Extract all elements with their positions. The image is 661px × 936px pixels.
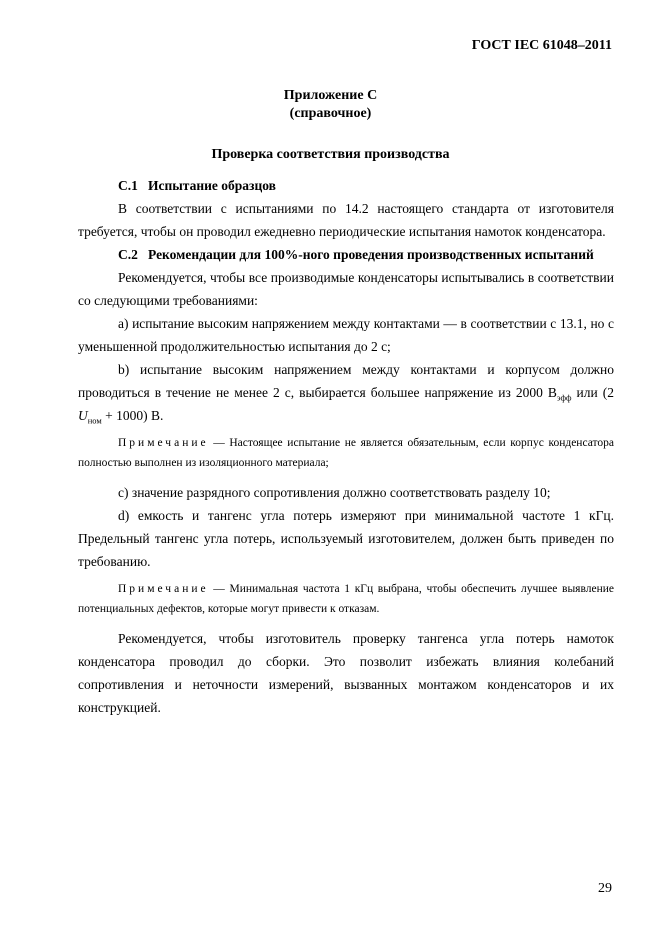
note-1: Примечание — Настоящее испытание не является обязательным, если корпус конденсатора полностью выполнен из изоляционного материала; xyxy=(78,437,614,469)
list-item-c: c) значение разрядного сопротивления должно соответствовать разделу 10; xyxy=(118,485,551,500)
note-label: Примечание xyxy=(118,437,209,449)
page-number: 29 xyxy=(598,881,612,896)
list-item-b: b) испытание высоким напряжением между контактами и корпусом должно проводиться в течение не менее 2 с, выбирается большее напряжение из 2000 $В_{эфф}$ или (2 $U_{ном} + 1000$) В. xyxy=(78,362,614,426)
appendix-subtitle: (справочное) xyxy=(289,106,372,121)
note-label: Примечание xyxy=(118,583,209,595)
document-header: ГОСТ IEC 61048–2011 xyxy=(471,38,612,53)
note-2: Примечание — Минимальная частота 1 кГц выбрана, чтобы обеспечить лучшее выявление потенциальных дефектов, которые могут привести к отказам. xyxy=(78,583,614,615)
document-body xyxy=(78,174,614,719)
paragraph-final: Рекомендуется, чтобы изготовитель проверку тангенса угла потерь намоток конденсатора проводил до сборки. Это позволит избежать влияния колебаний сопротивления и неточности измерений, вызванных монтажом конденсаторов и их конструкцией. xyxy=(78,631,614,715)
list-item-d: d) емкость и тангенс угла потерь измеряют при минимальной частоте 1 кГц. Предельный тангенс угла потерь, используемый изготовителем, должен быть приведен по требованию. xyxy=(78,508,614,569)
section-title: Проверка соответствия производства xyxy=(211,147,450,162)
section-heading-c1: С.1 Испытание образцов xyxy=(118,178,276,193)
paragraph-c2-intro: Рекомендуется, чтобы все производимые конденсаторы испытывались в соответствии со следующими требованиями: xyxy=(78,270,614,308)
list-item-a: a) испытание высоким напряжением между контактами — в соответствии с 13.1, но с уменьшенной продолжительностью испытания до 2 с; xyxy=(78,316,614,354)
paragraph-c1: В соответствии с испытаниями по 14.2 настоящего стандарта от изготовителя требуется, чтобы он проводил ежедневно периодические испытания намоток конденсатора. xyxy=(78,201,614,239)
appendix-title: Приложение С xyxy=(283,88,378,103)
section-heading-c2: С.2 Рекомендации для 100%-ного проведения производственных испытаний xyxy=(118,247,594,262)
